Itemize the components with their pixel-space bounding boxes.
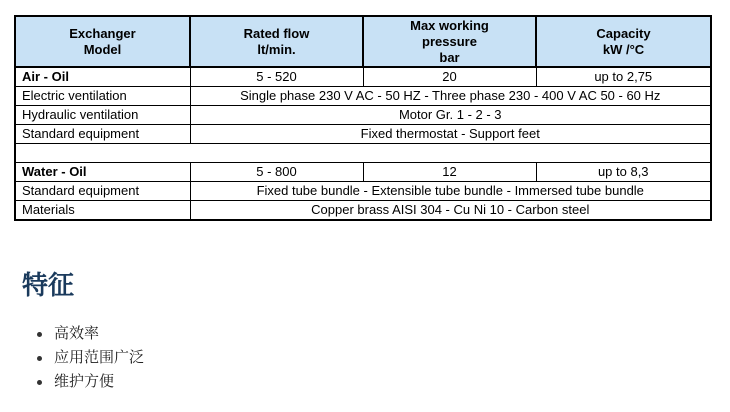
- row-value: Motor Gr. 1 - 2 - 3: [190, 106, 711, 125]
- table-row-air-oil: [15, 67, 711, 87]
- row-value: Single phase 230 V AC - 50 HZ - Three phase 230 - 400 V AC 50 - 60 Hz: [190, 87, 711, 106]
- pressure-cell: 12: [363, 163, 536, 182]
- capacity-cell: up to 8,3: [536, 163, 711, 182]
- bullet-icon: [37, 332, 42, 337]
- row-label: Hydraulic ventilation: [15, 106, 190, 125]
- list-item: 应用范围广泛: [34, 346, 144, 370]
- header-exchanger-model: Exchanger Model: [15, 16, 190, 67]
- spacer-cell: [15, 144, 711, 163]
- pressure-cell: 20: [363, 67, 536, 87]
- row-label: Standard equipment: [15, 125, 190, 144]
- row-label: Materials: [15, 201, 190, 221]
- flow-cell: 5 - 520: [190, 67, 363, 87]
- row-label: Electric ventilation: [15, 87, 190, 106]
- row-label: Standard equipment: [15, 182, 190, 201]
- table-row: [15, 106, 711, 125]
- bullet-icon: [37, 356, 42, 361]
- table-row: [15, 87, 711, 106]
- model-cell: Water - Oil: [15, 163, 190, 182]
- capacity-cell: up to 2,75: [536, 67, 711, 87]
- table-row-water-oil: [15, 163, 711, 182]
- row-value: Fixed thermostat - Support feet: [190, 125, 711, 144]
- header-capacity: Capacity kW /°C: [536, 16, 711, 67]
- model-cell: Air - Oil: [15, 67, 190, 87]
- table-header-row: [15, 16, 711, 67]
- spec-table: [14, 15, 712, 221]
- bullet-icon: [37, 380, 42, 385]
- features-list: [34, 322, 144, 394]
- row-value: Copper brass AISI 304 - Cu Ni 10 - Carbon steel: [190, 201, 711, 221]
- header-max-pressure: Max working pressure bar: [363, 16, 536, 67]
- header-rated-flow: Rated flow lt/min.: [190, 16, 363, 67]
- table-row: [15, 182, 711, 201]
- flow-cell: 5 - 800: [190, 163, 363, 182]
- table-row: [15, 125, 711, 144]
- features-heading: 特征: [22, 270, 75, 300]
- row-value: Fixed tube bundle - Extensible tube bundle - Immersed tube bundle: [190, 182, 711, 201]
- list-item: 高效率: [34, 322, 144, 346]
- spacer-row: [15, 144, 711, 163]
- table-row: [15, 201, 711, 221]
- list-item: 维护方便: [34, 370, 144, 394]
